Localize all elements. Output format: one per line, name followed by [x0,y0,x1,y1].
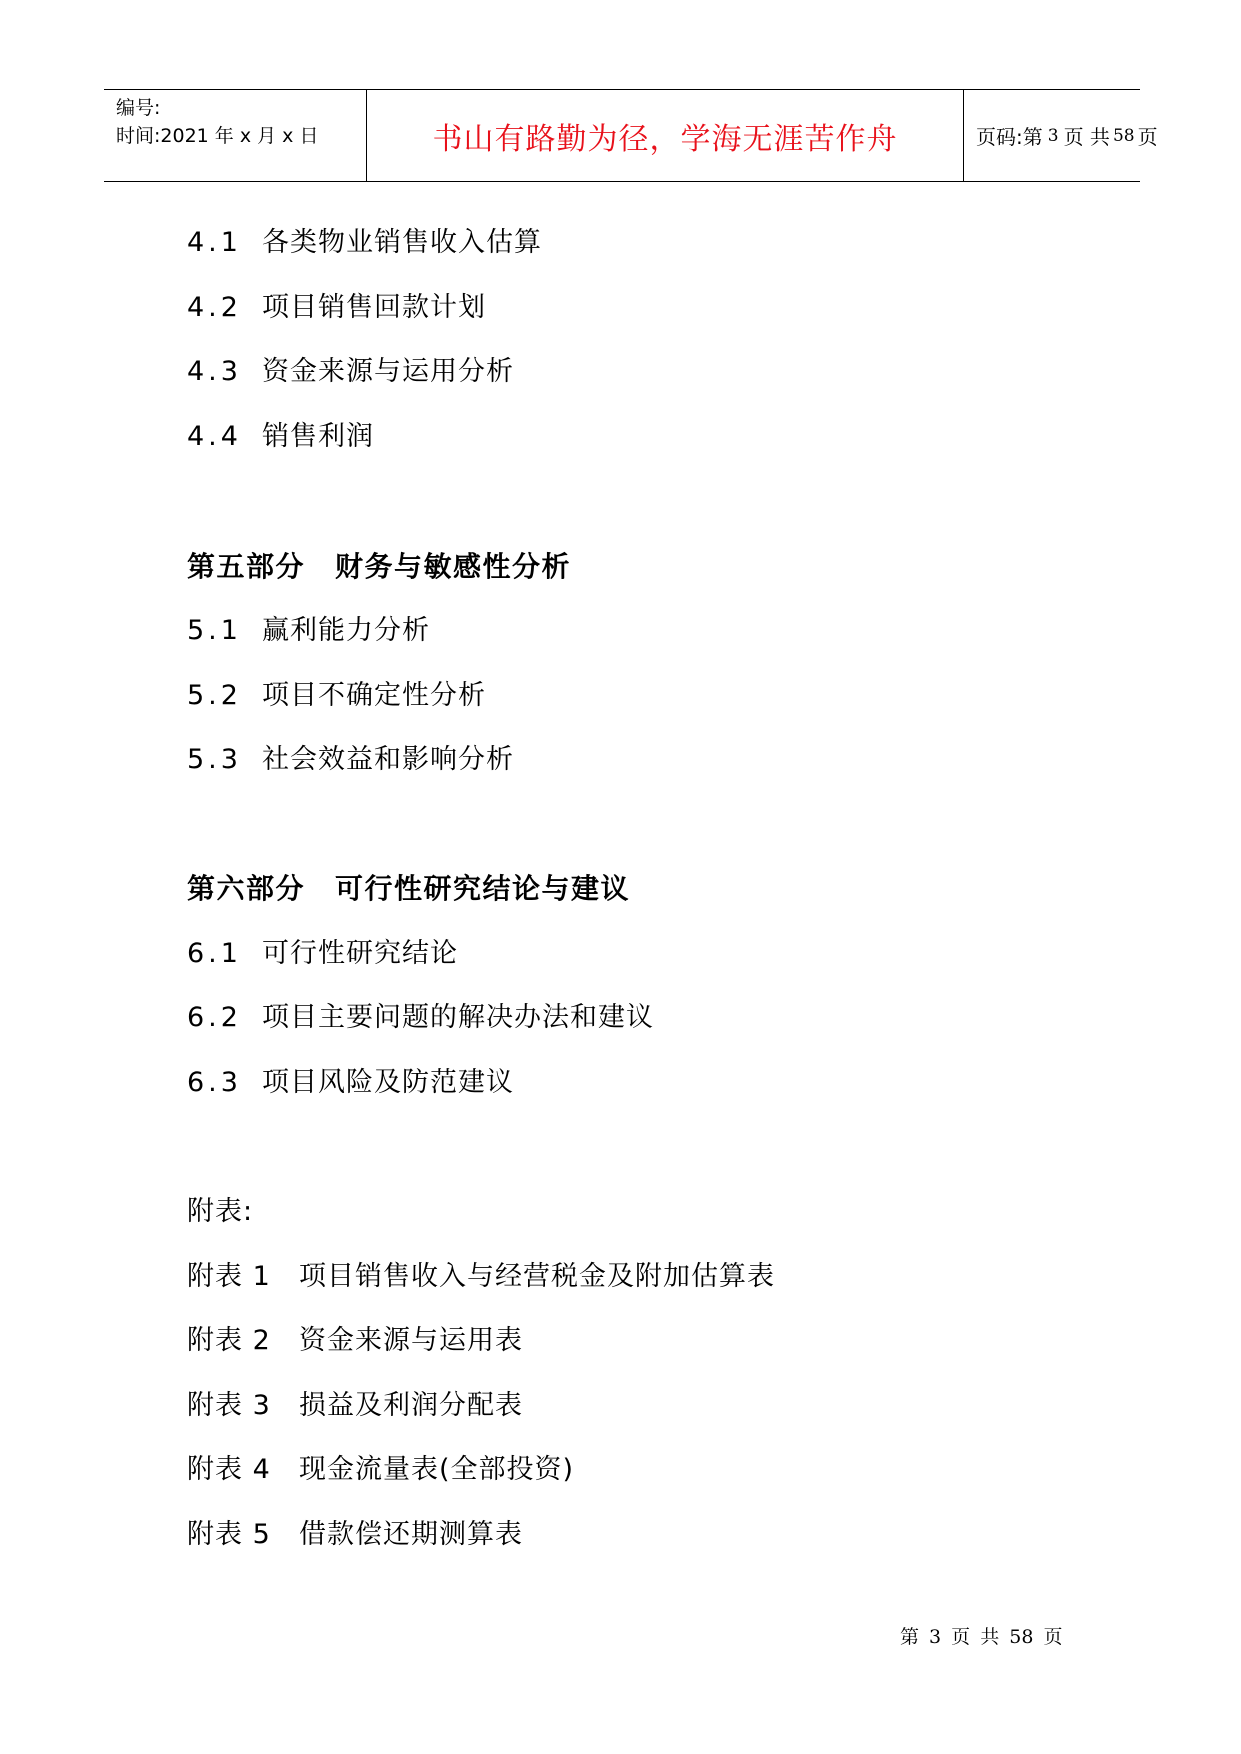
appendix-heading: 附表: [187,1196,254,1227]
date-label: 时间:2021 年 x 月 x 日 [116,125,319,147]
appendix-item-title: 借款偿还期测算表 [299,1519,523,1550]
toc-item-title: 销售利润 [262,421,374,452]
page-current: 3 [1047,125,1059,146]
part-title: 财务与敏感性分析 [335,550,572,583]
toc-item-title: 赢利能力分析 [262,615,430,646]
toc-item-title: 社会效益和影响分析 [262,744,514,775]
toc-item [187,937,458,971]
part-heading [187,872,630,906]
header-page-indicator [964,90,1158,181]
page-total: 58 [1112,125,1135,146]
page-label-suffix: 页 [1137,125,1158,149]
toc-item [187,614,430,648]
toc-item-number: 6.1 [187,938,242,969]
appendix-item-number: 附表 1 [187,1261,271,1292]
appendix-item-title: 项目销售收入与经营税金及附加估算表 [299,1261,775,1292]
page-footer: 第 3 页 共 58 页 [900,1626,1063,1648]
toc-item-number: 4.3 [187,356,242,387]
part-heading [187,550,571,584]
page-header [104,89,1158,182]
appendix-item [187,1389,523,1423]
toc-item [187,226,542,260]
page-label-mid: 页 共 [1063,125,1110,149]
appendix-item [187,1453,574,1487]
toc-item [187,1001,654,1035]
toc-item-number: 4.1 [187,227,242,258]
toc-item [187,420,374,454]
toc-item-number: 5.1 [187,615,242,646]
toc-item [187,355,514,389]
toc-item-title: 资金来源与运用分析 [262,356,514,387]
toc-item-title: 项目风险及防范建议 [262,1067,514,1098]
toc-item-number: 4.4 [187,421,242,452]
appendix-item-number: 附表 2 [187,1325,271,1356]
toc-item-title: 项目销售回款计划 [262,292,486,323]
toc-item [187,743,514,777]
toc-item-number: 4.2 [187,292,242,323]
appendix-item-number: 附表 5 [187,1519,271,1550]
appendix-item-title: 资金来源与运用表 [299,1325,523,1356]
toc-item-number: 5.3 [187,744,242,775]
toc-item-number: 5.2 [187,680,242,711]
doc-number-label: 编号: [116,97,161,119]
appendix-item-title: 现金流量表(全部投资) [299,1454,575,1485]
appendix-item-number: 附表 4 [187,1454,271,1485]
toc-item [187,679,486,713]
part-label: 第五部分 [187,550,306,583]
header-motto: 书山有路勤为径，学海无涯苦作舟 [367,90,964,181]
appendix-item [187,1324,523,1358]
header-meta [104,90,367,181]
toc-item-number: 6.2 [187,1002,242,1033]
toc-item [187,1066,514,1100]
toc-item-title: 项目主要问题的解决办法和建议 [262,1002,654,1033]
toc-item [187,291,486,325]
toc-item-title: 各类物业销售收入估算 [262,227,542,258]
toc-item-title: 项目不确定性分析 [262,680,486,711]
appendix-item-title: 损益及利润分配表 [299,1390,523,1421]
page-label-prefix: 页码:第 [976,125,1043,149]
appendix-item-number: 附表 3 [187,1390,271,1421]
appendix-item [187,1518,523,1552]
part-title: 可行性研究结论与建议 [335,872,631,905]
toc-item-title: 可行性研究结论 [262,938,458,969]
toc-item-number: 6.3 [187,1067,242,1098]
appendix-item [187,1260,775,1294]
part-label: 第六部分 [187,872,306,905]
